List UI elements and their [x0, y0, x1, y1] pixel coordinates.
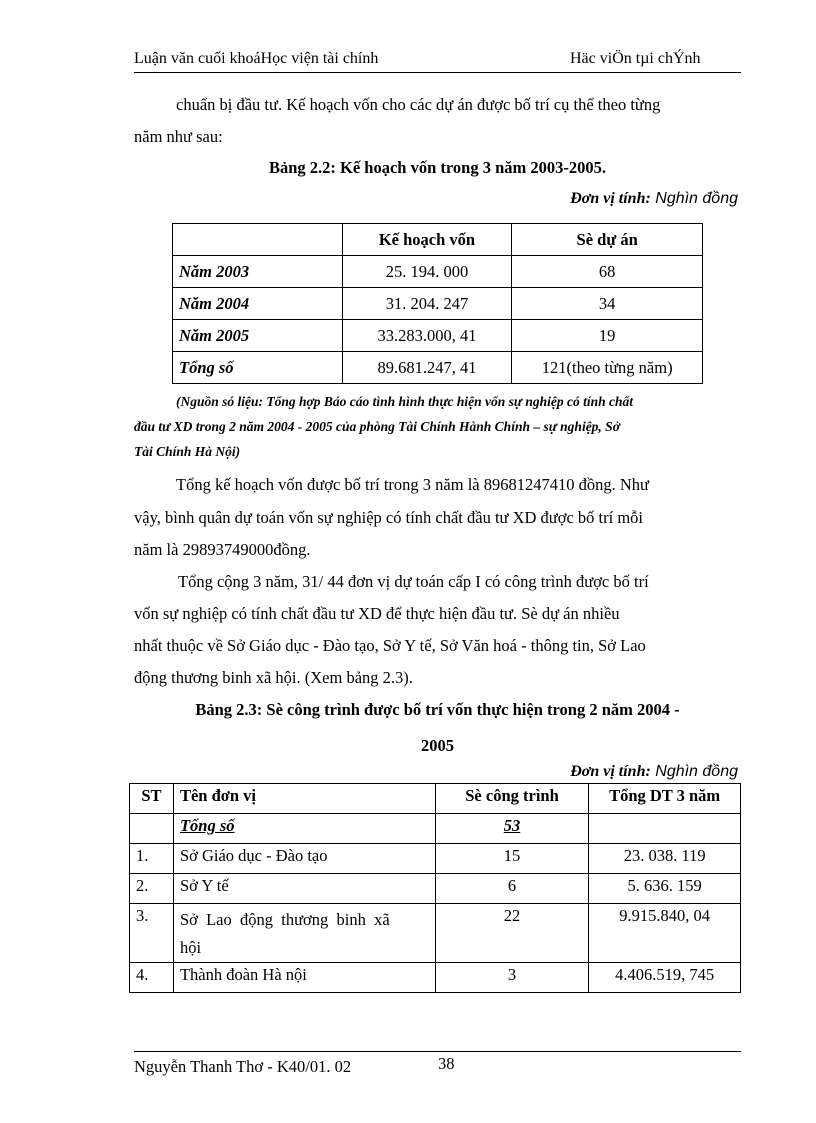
table-row: [130, 874, 741, 904]
table1-total-plan: 89.681.247, 41: [342, 352, 512, 384]
table1-title: Bảng 2.2: Kế hoạch vốn trong 3 năm 2003-2005.: [268, 158, 607, 177]
table1-projects-2005: 19: [512, 320, 703, 352]
table2-row1-count: 15: [435, 844, 589, 874]
table2-header-row: [130, 784, 741, 814]
para1-line-2: vậy, bình quân dự toán vốn sự nghiệp có tính chất đầu tư XD được bố trí mỗi: [134, 508, 644, 527]
table1-plan-2003: 25. 194. 000: [342, 256, 512, 288]
table2-row2-count: 6: [435, 874, 589, 904]
table1-source-line-2: đầu tư XD trong 2 năm 2004 - 2005 của phòng Tài Chính Hành Chính – sự nghiệp, Sở: [134, 419, 620, 434]
table2-row3-total: 9.915.840, 04: [589, 904, 741, 963]
table1-plan-2005: 33.283.000, 41: [342, 320, 512, 352]
table1-header-row: [173, 224, 703, 256]
table-row: [173, 352, 703, 384]
table2-row3-count: 22: [435, 904, 589, 963]
table-row: [173, 256, 703, 288]
table1-source-line-3: Tài Chính Hà Nội): [134, 444, 241, 459]
table1-header-blank: [173, 224, 343, 256]
table2-unit-value: Nghìn đồng: [650, 763, 738, 780]
table1-unit-value: Nghìn đồng: [650, 190, 738, 207]
table-projects: [129, 783, 741, 993]
table-row: [173, 288, 703, 320]
table-row: [130, 844, 741, 874]
table2-row3-unit: [173, 904, 435, 963]
table2-total-st: [130, 814, 174, 844]
table2-total-count: 53: [435, 814, 589, 844]
header-right: Häc viÖn tµi chÝnh: [570, 50, 701, 67]
table2-row2-total: 5. 636. 159: [589, 874, 741, 904]
table2-title-line-2: 2005: [421, 736, 454, 755]
table-row: [173, 320, 703, 352]
table2-header-st: ST: [130, 784, 174, 814]
table2-row2-unit: Sở Y tế: [173, 874, 435, 904]
page-number: 38: [438, 1054, 455, 1073]
table2-row3-st: 3.: [130, 904, 174, 963]
table2-title-line-1: Bảng 2.3: Sè công trình được bố trí vốn thực hiện trong 2 năm 2004 -: [195, 700, 680, 719]
table2-total-label: Tổng số: [173, 814, 435, 844]
table-von-plan: [172, 223, 703, 384]
table2-row3-unit-line1: Sở Lao động thương binh xã: [179, 910, 390, 929]
table-row: [130, 904, 741, 963]
para1-line-3: năm là 29893749000đồng.: [134, 540, 311, 559]
table2-row4-st: 4.: [130, 963, 174, 993]
table2-unit: [570, 763, 738, 781]
footer-author: Nguyễn Thanh Thơ - K40/01. 02: [134, 1057, 352, 1076]
para2-line-3: nhất thuộc về Sở Giáo dục - Đào tạo, Sở Y tế, Sở Văn hoá - thông tin, Sở Lao: [134, 636, 646, 655]
table1-header-projects: Sè dự án: [512, 224, 703, 256]
header-divider: [134, 72, 741, 73]
table1-total-projects: 121(theo từng năm): [512, 352, 703, 384]
table1-projects-2004: 34: [512, 288, 703, 320]
table-row: [130, 963, 741, 993]
para2-line-2: vốn sự nghiệp có tính chất đầu tư XD để thực hiện đầu tư. Sè dự án nhiều: [134, 604, 620, 623]
table2-header-total: Tổng DT 3 năm: [589, 784, 741, 814]
table2-header-unit: Tên đơn vị: [173, 784, 435, 814]
table2-total-dt: [589, 814, 741, 844]
table2-row2-st: 2.: [130, 874, 174, 904]
table2-header-count: Sè công trình: [435, 784, 589, 814]
intro-line-1: chuẩn bị đầu tư. Kế hoạch vốn cho các dự án được bố trí cụ thể theo từng: [176, 95, 661, 114]
para2-line-4: động thương binh xã hội. (Xem bảng 2.3).: [134, 668, 413, 687]
table1-plan-2004: 31. 204. 247: [342, 288, 512, 320]
table2-row3-unit-line2: hội: [179, 938, 202, 957]
table2-row1-total: 23. 038. 119: [589, 844, 741, 874]
table1-year-2003: Năm 2003: [173, 256, 343, 288]
table1-unit-label: Đơn vị tính:: [570, 190, 651, 207]
table1-projects-2003: 68: [512, 256, 703, 288]
header-left: Luận văn cuối khoáHọc viện tài chính: [134, 50, 379, 67]
table1-unit: [570, 190, 738, 208]
table2-row4-total: 4.406.519, 745: [589, 963, 741, 993]
para1-line-1: Tổng kế hoạch vốn được bố trí trong 3 năm là 89681247410 đồng. Như: [176, 475, 649, 494]
footer-divider: [134, 1051, 741, 1052]
table1-source-line-1: (Nguồn só liệu: Tổng hợp Báo cáo tình hình thực hiện vốn sự nghiệp có tính chất: [176, 394, 634, 409]
para2-line-1: Tổng cộng 3 năm, 31/ 44 đơn vị dự toán cấp I có công trình được bố trí: [178, 572, 649, 591]
table2-row1-st: 1.: [130, 844, 174, 874]
table1-header-plan: Kế hoạch vốn: [342, 224, 512, 256]
table2-row4-unit: Thành đoàn Hà nội: [173, 963, 435, 993]
table2-row1-unit: Sở Giáo dục - Đào tạo: [173, 844, 435, 874]
intro-line-2: năm như sau:: [134, 127, 223, 146]
table2-row4-count: 3: [435, 963, 589, 993]
table1-year-2005: Năm 2005: [173, 320, 343, 352]
table2-unit-label: Đơn vị tính:: [570, 763, 651, 780]
table1-year-2004: Năm 2004: [173, 288, 343, 320]
table1-total-label: Tổng số: [173, 352, 343, 384]
table-row: [130, 814, 741, 844]
